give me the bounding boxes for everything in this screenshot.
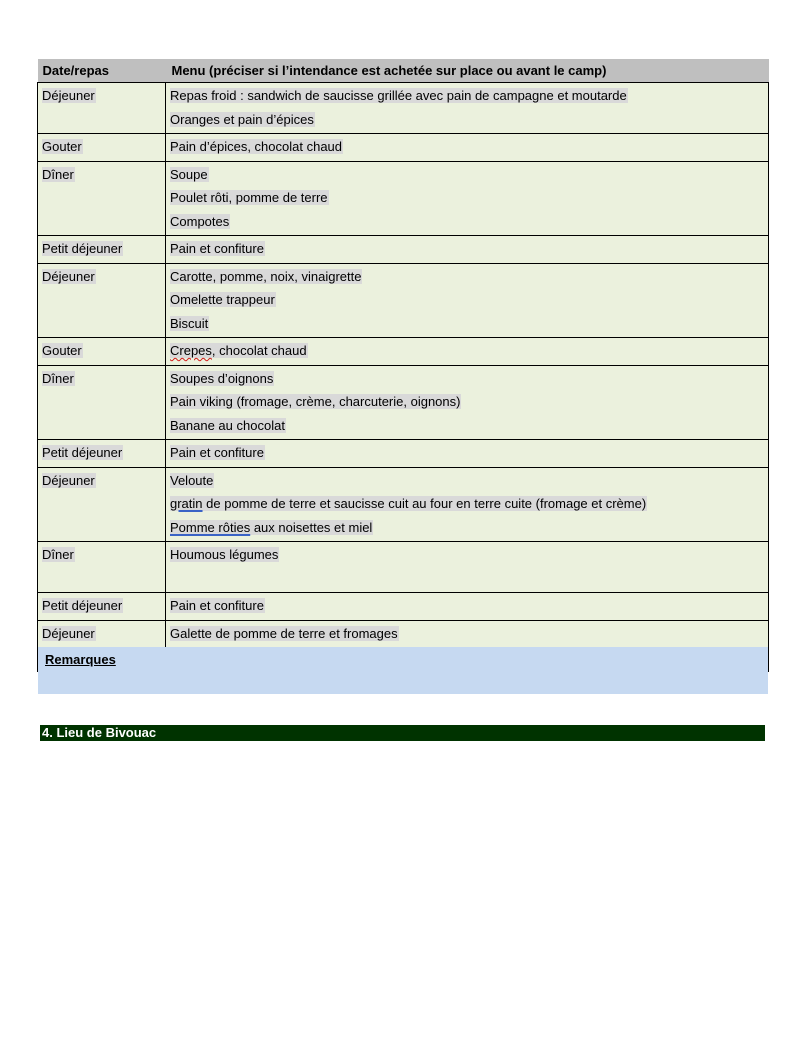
menu-item-text: Poulet rôti, pomme de terre — [170, 190, 328, 205]
menu-cell — [166, 134, 769, 162]
meal-cell — [38, 83, 166, 134]
menu-item — [170, 492, 765, 516]
remarks-box — [38, 647, 768, 694]
menu-item-text: Pain et confiture — [170, 241, 264, 256]
menu-item — [170, 288, 765, 312]
table-header-row — [38, 59, 769, 83]
meal-label: Dîner — [42, 547, 74, 562]
menu-item-text: Galette de pomme de terre et fromages — [170, 625, 398, 641]
meal-label: Gouter — [42, 343, 82, 358]
meal-label: Dîner — [42, 166, 74, 182]
menu-item — [170, 543, 765, 567]
menu-item — [170, 414, 765, 438]
menu-item — [170, 210, 765, 234]
menu-cell — [166, 365, 769, 440]
menu-item — [170, 186, 765, 210]
table-row — [38, 467, 769, 542]
menu-item — [170, 441, 765, 465]
meal-cell — [38, 263, 166, 338]
meal-cell — [38, 338, 166, 366]
menu-item — [170, 163, 765, 187]
table-row — [38, 263, 769, 338]
section-header-bar — [40, 725, 765, 741]
meal-label: Déjeuner — [42, 88, 95, 103]
menu-item — [170, 516, 765, 540]
meal-label: Gouter — [42, 139, 82, 154]
menu-item-text: Repas froid : sandwich de saucisse grillée avec pain de campagne et moutarde — [170, 88, 627, 103]
menu-item-text: Soupes d’oignons — [170, 370, 274, 386]
menu-item-text: Pain viking (fromage, crème, charcuterie, oignons) — [170, 394, 461, 409]
menu-item — [170, 339, 765, 363]
menu-cell — [166, 467, 769, 542]
meal-label: Dîner — [42, 370, 74, 386]
meal-cell — [38, 134, 166, 162]
menu-item — [170, 108, 765, 132]
meal-cell — [38, 236, 166, 264]
table-row — [38, 542, 769, 593]
meal-label: Déjeuner — [42, 472, 95, 488]
table-row — [38, 365, 769, 440]
table-row — [38, 83, 769, 134]
table-row — [38, 338, 769, 366]
menu-item — [170, 390, 765, 414]
menu-item — [170, 312, 765, 336]
section-title: 4. Lieu de Bivouac — [42, 725, 157, 740]
meal-cell — [38, 440, 166, 468]
menu-item-text: Veloute — [170, 472, 214, 488]
menu-table — [37, 59, 769, 672]
menu-item-text: Houmous légumes — [170, 547, 279, 562]
meal-cell — [38, 542, 166, 593]
menu-item — [170, 367, 765, 391]
table-row — [38, 593, 769, 621]
table-row — [38, 161, 769, 236]
menu-item — [170, 135, 765, 159]
flagged-word: Pomme rôties — [170, 519, 251, 535]
table-row — [38, 134, 769, 162]
menu-item-text: Biscuit — [170, 315, 209, 331]
meal-cell — [38, 365, 166, 440]
meal-label: Petit déjeuner — [42, 445, 123, 460]
menu-cell — [166, 593, 769, 621]
table-row — [38, 236, 769, 264]
menu-item — [170, 594, 765, 618]
menu-item-text: Oranges et pain d’épices — [170, 111, 314, 127]
menu-item — [170, 622, 765, 646]
header-menu: Menu (préciser si l’intendance est achetée sur place ou avant le camp) — [166, 59, 769, 83]
remarks-label: Remarques — [45, 652, 116, 667]
menu-item — [170, 265, 765, 289]
menu-cell — [166, 440, 769, 468]
flagged-word: Crepes — [170, 343, 212, 358]
meal-label: Déjeuner — [42, 268, 95, 284]
menu-item-text: de pomme de terre et saucisse cuit au four en terre cuite (fromage et crème) — [202, 496, 647, 511]
menu-item-text: Pain et confiture — [170, 445, 264, 460]
header-date: Date/repas — [38, 59, 166, 83]
menu-cell — [166, 83, 769, 134]
meal-label: Petit déjeuner — [42, 241, 123, 256]
menu-item-text: Pain et confiture — [170, 598, 264, 613]
menu-item-text: Carotte, pomme, noix, vinaigrette — [170, 268, 362, 284]
menu-item — [170, 567, 765, 591]
menu-item — [170, 84, 765, 108]
meal-cell — [38, 593, 166, 621]
menu-item-text: Omelette trappeur — [170, 292, 275, 307]
menu-cell — [166, 236, 769, 264]
menu-item-text: Compotes — [170, 213, 230, 229]
menu-item-text: Banane au chocolat — [170, 417, 285, 433]
menu-item-text: , chocolat chaud — [211, 343, 307, 358]
menu-cell — [166, 542, 769, 593]
meal-cell — [38, 467, 166, 542]
menu-item — [170, 237, 765, 261]
table-row — [38, 440, 769, 468]
menu-item-text: Soupe — [170, 166, 208, 182]
flagged-word: gratin — [170, 496, 203, 511]
menu-item-text: Pain d’épices, chocolat chaud — [170, 139, 343, 154]
meal-cell — [38, 161, 166, 236]
meal-label: Petit déjeuner — [42, 598, 123, 613]
meal-label: Déjeuner — [42, 625, 95, 641]
menu-item-text: aux noisettes et miel — [250, 519, 373, 535]
menu-item — [170, 469, 765, 493]
menu-cell — [166, 161, 769, 236]
menu-cell — [166, 263, 769, 338]
menu-cell — [166, 338, 769, 366]
